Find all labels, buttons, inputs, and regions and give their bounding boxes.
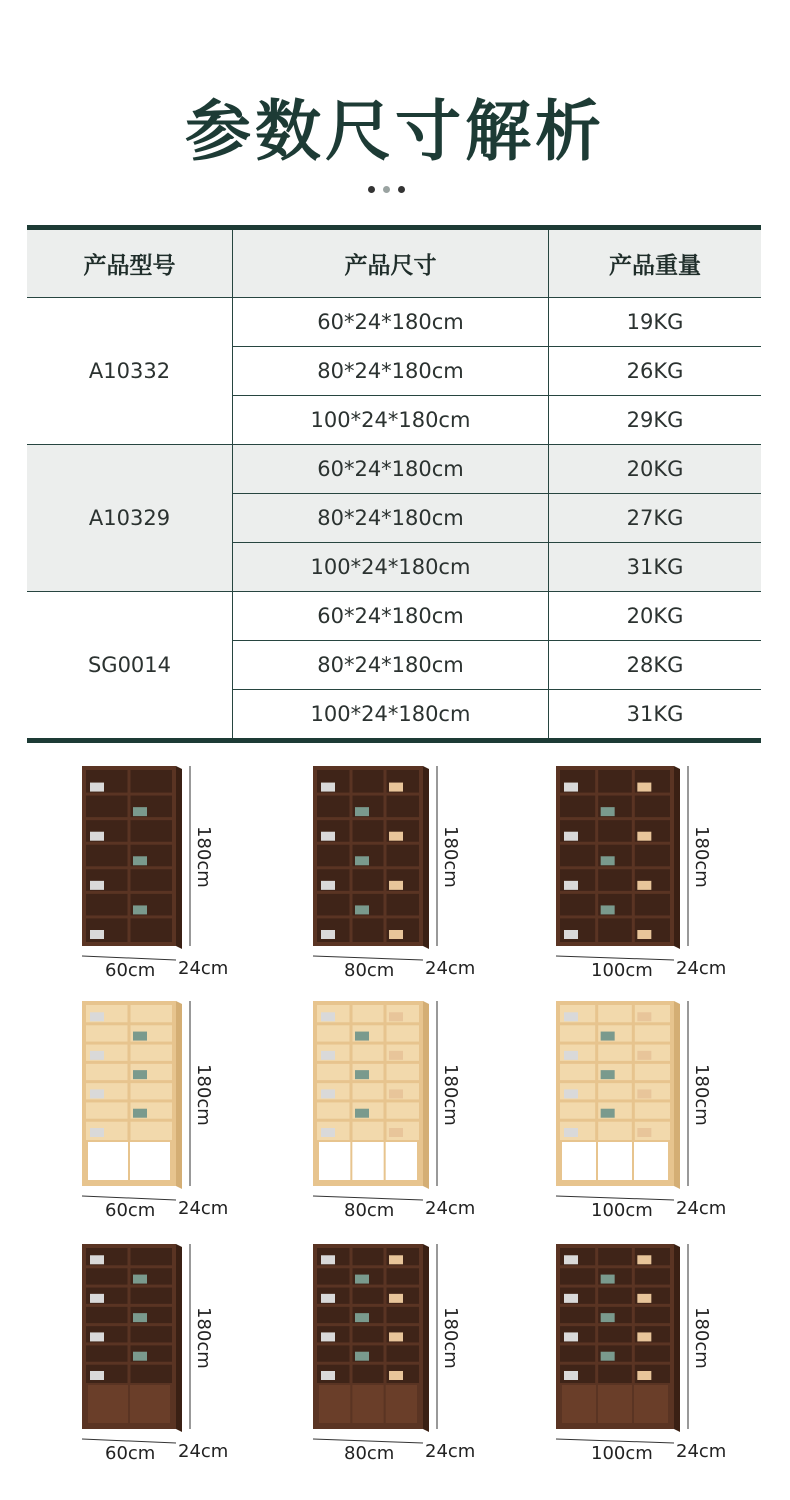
depth-label: 24cm (676, 958, 727, 979)
height-label: 180cm (691, 826, 712, 888)
width-label: 100cm (591, 1443, 653, 1464)
weight-cell: 19KG (549, 298, 762, 347)
weight-cell: 20KG (549, 592, 762, 641)
size-cell: 100*24*180cm (233, 396, 549, 445)
weight-cell: 28KG (549, 641, 762, 690)
size-cell: 80*24*180cm (233, 641, 549, 690)
width-label: 60cm (105, 960, 156, 981)
weight-cell: 31KG (549, 543, 762, 592)
table-row (27, 445, 761, 494)
depth-label: 24cm (178, 958, 229, 979)
height-label: 180cm (440, 826, 461, 888)
bookshelf-product (303, 1238, 503, 1468)
spec-table (27, 225, 761, 743)
bookshelf-product (303, 760, 503, 990)
bookshelf-illustration (546, 1238, 746, 1468)
bookshelf-illustration (72, 995, 272, 1225)
bookshelf-product (72, 1238, 272, 1468)
height-label: 180cm (193, 1306, 214, 1369)
height-label: 180cm (691, 1063, 712, 1126)
bookshelf-product (303, 995, 503, 1225)
header-size: 产品尺寸 (233, 228, 549, 298)
height-label: 180cm (193, 826, 214, 888)
decorative-dots (365, 186, 425, 194)
width-label: 80cm (344, 1443, 395, 1464)
size-cell: 80*24*180cm (233, 347, 549, 396)
size-cell: 60*24*180cm (233, 445, 549, 494)
weight-cell: 26KG (549, 347, 762, 396)
bookshelf-illustration (303, 760, 503, 990)
depth-label: 24cm (178, 1198, 229, 1219)
bookshelf-illustration (72, 1238, 272, 1468)
model-cell: A10329 (27, 445, 233, 592)
width-label: 80cm (344, 960, 395, 981)
header-model: 产品型号 (27, 228, 233, 298)
size-cell: 100*24*180cm (233, 690, 549, 741)
bookshelf-product (546, 760, 746, 990)
width-label: 60cm (105, 1200, 156, 1221)
width-label: 80cm (344, 1200, 395, 1221)
size-cell: 80*24*180cm (233, 494, 549, 543)
depth-label: 24cm (425, 958, 476, 979)
model-cell: A10332 (27, 298, 233, 445)
bookshelf-product (546, 995, 746, 1225)
bookshelf-product (72, 760, 272, 990)
bookshelf-illustration (546, 760, 746, 990)
height-label: 180cm (193, 1063, 214, 1126)
table-row (27, 592, 761, 641)
height-label: 180cm (440, 1063, 461, 1126)
height-label: 180cm (691, 1306, 712, 1369)
depth-label: 24cm (178, 1441, 229, 1462)
width-label: 100cm (591, 960, 653, 981)
size-cell: 100*24*180cm (233, 543, 549, 592)
table-row (27, 298, 761, 347)
width-label: 60cm (105, 1443, 156, 1464)
bookshelf-product (72, 995, 272, 1225)
bookshelf-illustration (303, 1238, 503, 1468)
size-cell: 60*24*180cm (233, 592, 549, 641)
bookshelf-illustration (72, 760, 272, 990)
bookshelf-product (546, 1238, 746, 1468)
bookshelf-illustration (546, 995, 746, 1225)
depth-label: 24cm (425, 1441, 476, 1462)
header-weight: 产品重量 (549, 228, 762, 298)
table-header-row (27, 228, 761, 298)
width-label: 100cm (591, 1200, 653, 1221)
page-title: 参数尺寸解析 (185, 93, 605, 170)
weight-cell: 29KG (549, 396, 762, 445)
weight-cell: 27KG (549, 494, 762, 543)
weight-cell: 31KG (549, 690, 762, 741)
size-cell: 60*24*180cm (233, 298, 549, 347)
height-label: 180cm (440, 1306, 461, 1369)
model-cell: SG0014 (27, 592, 233, 741)
depth-label: 24cm (425, 1198, 476, 1219)
weight-cell: 20KG (549, 445, 762, 494)
depth-label: 24cm (676, 1198, 727, 1219)
depth-label: 24cm (676, 1441, 727, 1462)
bookshelf-illustration (303, 995, 503, 1225)
